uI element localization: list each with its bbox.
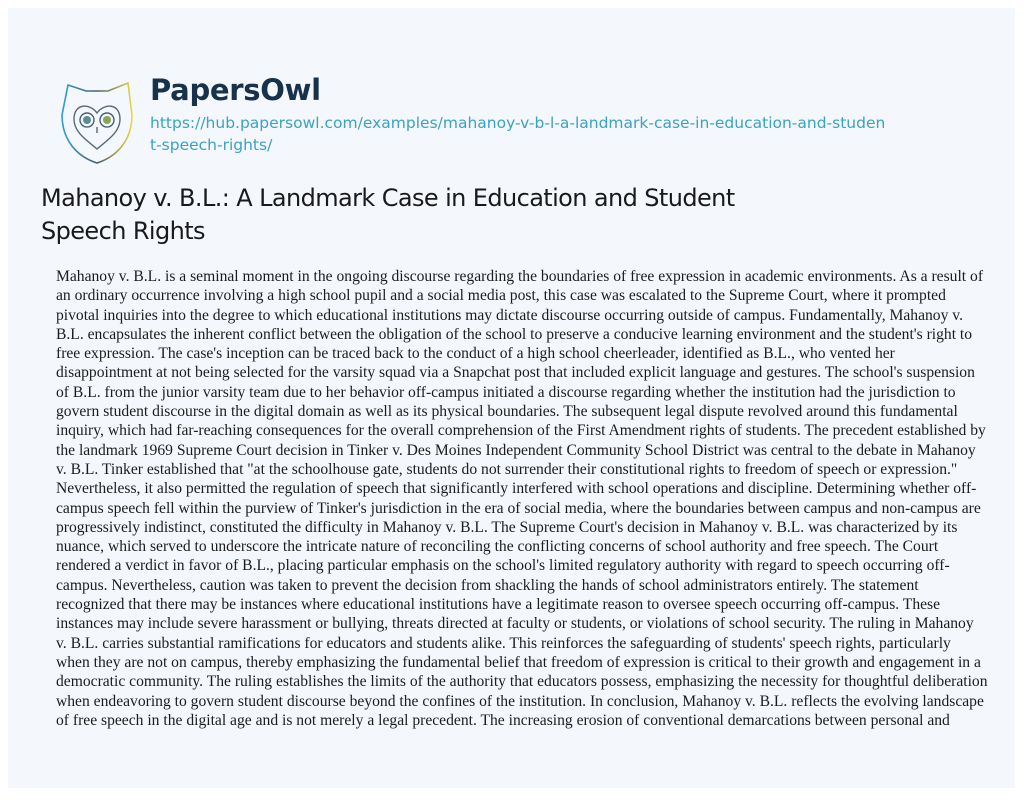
page-title: Mahanoy v. B.L.: A Landmark Case in Education and Student Speech Rights bbox=[41, 184, 735, 245]
document-panel bbox=[8, 8, 1015, 788]
brand-block bbox=[150, 70, 890, 156]
brand-name[interactable]: PapersOwl bbox=[150, 73, 321, 107]
source-url-link[interactable]: https://hub.papersowl.com/examples/mahanoy-v-b-l-a-landmark-case-in-education-and-student-speech-rights/ bbox=[150, 114, 886, 154]
owl-logo-icon bbox=[58, 75, 136, 167]
article-body: Mahanoy v. B.L. is a seminal moment in the ongoing discourse regarding the boundaries of free expression in academic environments. As a result of an ordinary occurrence involving a high school pupil and a social media post, this case was escalated to the Supreme Court, where it prompted pivotal inquiries into the degree to which educational institutions may dictate discourse occurring outside of campus. Fundamentally, Mahanoy v. B.L. encapsulates the inherent conflict between the obligation of the school to preserve a conducive learning environment and the student's right to free expression. The case's inception can be traced back to the conduct of a high school cheerleader, identified as B.L., who vented her disappointment at not being selected for the varsity squad via a Snapchat post that included explicit language and gestures. The school's suspension of B.L. from the junior varsity team due to her behavior off-campus initiated a discourse regarding whether the institution had the jurisdiction to govern student discourse in the digital domain as well as its physical boundaries. The subsequent legal dispute revolved around this fundamental inquiry, which had far-reaching consequences for the overall comprehension of the First Amendment rights of students. The precedent established by the landmark 1969 Supreme Court decision in Tinker v. Des Moines Independent Community School District was central to the debate in Mahanoy v. B.L. Tinker established that "at the schoolhouse gate, students do not surrender their constitutional rights to freedom of speech or expression." Nevertheless, it also permitted the regulation of speech that significantly interfered with school operations and discipline. Determining whether off-campus speech fell within the purview of Tinker's jurisdiction in the era of social media, where the boundaries between campus and non-campus are progressively indistinct, constituted the difficulty in Mahanoy v. B.L. The Supreme Court's decision in Mahanoy v. B.L. was characterized by its nuance, which served to underscore the intricate nature of reconciling the conflicting concerns of school authority and free speech. The Court rendered a verdict in favor of B.L., placing particular emphasis on the school's limited regulatory authority with regard to speech occurring off-campus. Nevertheless, caution was taken to prevent the decision from shackling the hands of school administrators entirely. The statement recognized that there may be instances where educational institutions have a legitimate reason to oversee speech occurring off-campus. These instances may include severe harassment or bullying, threats directed at faculty or students, or violations of school security. The ruling in Mahanoy v. B.L. carries substantial ramifications for educators and students alike. This reinforces the safeguarding of students' speech rights, particularly when they are not on campus, thereby emphasizing the fundamental belief that freedom of expression is critical to their growth and engagement in a democratic community. The ruling establishes the limits of the authority that educators possess, emphasizing the necessity for thoughtful deliberation when endeavoring to govern student discourse beyond the confines of the institution. In conclusion, Mahanoy v. B.L. reflects the evolving landscape of free speech in the digital age and is not merely a legal precedent. The increasing erosion of conventional demarcations between personal and bbox=[56, 268, 988, 729]
site-header bbox=[58, 70, 890, 167]
